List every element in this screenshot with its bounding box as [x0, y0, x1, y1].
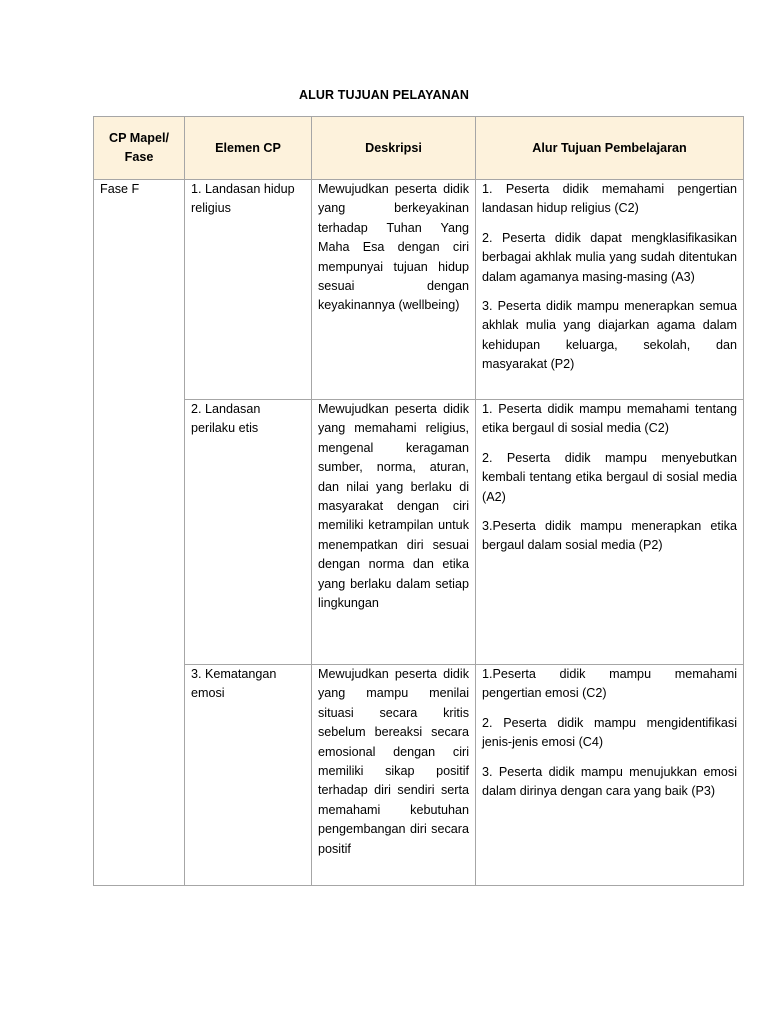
tujuan-item: 2. Peserta didik mampu mengidentifikasi jenis-jenis emosi (C4)	[482, 715, 737, 750]
tujuan-item: 1. Peserta didik memahami pengertian landasan hidup religius (C2)	[482, 182, 737, 216]
table-row	[94, 180, 744, 400]
table-row	[94, 665, 744, 886]
tujuan-cell	[476, 665, 744, 886]
tujuan-cell	[476, 180, 744, 400]
tujuan-item: 2. Peserta didik mampu menyebutkan kembali tentang etika bergaul di sosial media (A2)	[482, 450, 737, 504]
tujuan-cell	[476, 400, 744, 665]
elemen-cell: 1. Landasan hidup religius	[185, 180, 312, 400]
tujuan-item: 3.Peserta didik mampu menerapkan etika bergaul dalam sosial media (P2)	[482, 519, 737, 553]
table-row	[94, 400, 744, 665]
tujuan-item: 3. Peserta didik mampu menerapkan semua akhlak mulia yang diajarkan agama dalam kehidupan keluarga, sekolah, dan masyarakat (P2)	[482, 299, 737, 372]
tujuan-item: 1.Peserta didik mampu memahami pengertian emosi (C2)	[482, 667, 737, 701]
header-alur-tujuan-pembelajaran: Alur Tujuan Pembelajaran	[476, 117, 744, 180]
document-title: ALUR TUJUAN PELAYANAN	[299, 88, 469, 102]
tujuan-item: 1. Peserta didik mampu memahami tentang etika bergaul di sosial media (C2)	[482, 402, 737, 436]
deskripsi-cell: Mewujudkan peserta didik yang memahami religius, mengenal keragaman sumber, norma, aturan, dan nilai yang berlaku di masyarakat dengan ciri memiliki ketrampilan untuk menempatkan diri sesuai dengan norma dan etika yang berlaku dalam setiap lingkungan	[312, 400, 476, 665]
tujuan-item: 2. Peserta didik dapat mengklasifikasikan berbagai akhlak mulia yang sudah ditentukan dalam agamanya masing-masing (A3)	[482, 230, 737, 284]
header-deskripsi: Deskripsi	[312, 117, 476, 180]
table-header-row	[94, 117, 744, 180]
elemen-cell: 3. Kematangan emosi	[185, 665, 312, 886]
header-elemen-cp: Elemen CP	[185, 117, 312, 180]
deskripsi-cell: Mewujudkan peserta didik yang mampu menilai situasi secara kritis sebelum bereaksi secara emosional dengan ciri memiliki sikap positif terhadap diri sendiri serta memahami kebutuhan pengembangan diri secara positif	[312, 665, 476, 886]
header-cp-mapel-fase: CP Mapel/ Fase	[94, 117, 185, 180]
deskripsi-cell: Mewujudkan peserta didik yang berkeyakinan terhadap Tuhan Yang Maha Esa dengan ciri mempunyai tujuan hidup sesuai dengan keyakinannya (wellbeing)	[312, 180, 476, 400]
fase-cell: Fase F	[94, 180, 185, 886]
tujuan-item: 3. Peserta didik mampu menujukkan emosi dalam dirinya dengan cara yang baik (P3)	[482, 764, 737, 799]
learning-objectives-table	[93, 116, 744, 886]
elemen-cell: 2. Landasan perilaku etis	[185, 400, 312, 665]
